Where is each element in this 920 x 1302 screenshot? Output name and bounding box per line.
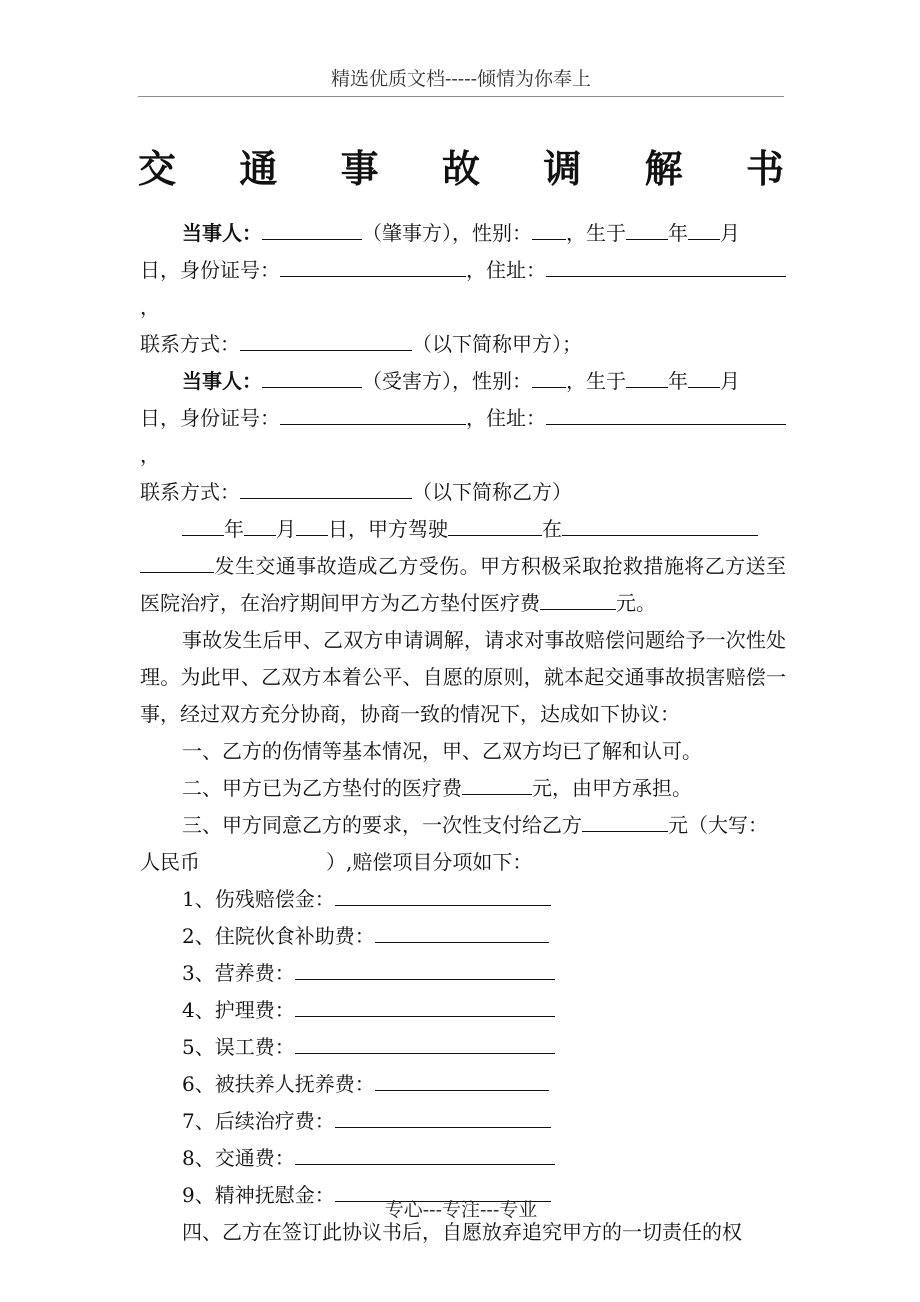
party-a-month-label: 月: [720, 221, 740, 245]
item-amount-blank[interactable]: [335, 1103, 551, 1128]
party-a-year-label: 年: [668, 221, 688, 245]
title-char: 事: [340, 146, 379, 191]
title-char: 调: [543, 146, 582, 191]
party-a-month-blank[interactable]: [688, 215, 720, 240]
party-a-role: （肇事方），性别：: [362, 221, 532, 245]
item-label: 6、被扶养人抚养费：: [182, 1072, 375, 1096]
item-amount-blank[interactable]: [375, 1066, 549, 1091]
party-b-comma: ，: [140, 443, 160, 467]
accident-text: 发生交通事故造成乙方受伤。甲方积极采取抢救措施将乙方送至医院治疗，在治疗期间甲方为乙方垫付医疗费: [140, 554, 786, 615]
party-a-paragraph: [140, 215, 786, 363]
party-a-id-label: 日，身份证号：: [140, 258, 280, 282]
item-amount-blank[interactable]: [335, 881, 551, 906]
party-b-month-blank[interactable]: [688, 363, 720, 388]
party-b-alias: （以下简称乙方）: [412, 480, 572, 504]
document-title: [138, 138, 784, 193]
accident-day-label: 日，甲方驾驶: [328, 517, 448, 541]
accident-location-blank-2[interactable]: [140, 548, 214, 573]
advance-fee-blank[interactable]: [540, 585, 616, 610]
party-a-address-blank[interactable]: [546, 252, 786, 277]
rmb-label: 人民币: [140, 850, 200, 874]
compensation-item: [140, 1140, 786, 1177]
party-b-role: （受害方），性别：: [362, 369, 532, 393]
clause-3: [140, 807, 786, 881]
party-b-address-blank[interactable]: [546, 400, 786, 425]
page-footer: 专心---专注---专业: [384, 1199, 538, 1221]
document-body: [140, 215, 786, 1251]
party-b-id-blank[interactable]: [280, 400, 466, 425]
item-label: 1、伤残赔偿金：: [182, 887, 335, 911]
title-char: 故: [441, 146, 480, 191]
accident-month-label: 月: [276, 517, 296, 541]
party-a-name-blank[interactable]: [262, 215, 362, 240]
party-b-year-label: 年: [668, 369, 688, 393]
party-a-alias: （以下简称甲方）；: [412, 332, 582, 356]
accident-at-label: 在: [542, 517, 562, 541]
accident-paragraph: [140, 511, 786, 622]
clause-4: 四、乙方在签订此协议书后，自愿放弃追究甲方的一切责任的权: [182, 1220, 742, 1244]
clause-3-capital-label: 元（大写：: [668, 813, 768, 837]
party-a-address-label: ，住址：: [466, 258, 546, 282]
title-char: 交: [138, 146, 177, 191]
compensation-item: [140, 1066, 786, 1103]
party-b-contact-blank[interactable]: [240, 474, 412, 499]
party-a-contact-label: 联系方式：: [140, 332, 240, 356]
party-a-id-blank[interactable]: [280, 252, 466, 277]
item-label: 3、营养费：: [182, 961, 295, 985]
item-label: 2、住院伙食补助费：: [182, 924, 375, 948]
accident-day-blank[interactable]: [296, 511, 328, 536]
party-a-gender-blank[interactable]: [532, 215, 566, 240]
compensation-item: [140, 881, 786, 918]
clause-1: 一、乙方的伤情等基本情况，甲、乙双方均已了解和认可。: [182, 739, 702, 763]
party-a-contact-blank[interactable]: [240, 326, 412, 351]
page-header: 精选优质文档-----倾情为你奉上: [330, 68, 592, 90]
accident-year-label: 年: [224, 517, 244, 541]
clause-2-tail: 元，由甲方承担。: [532, 776, 692, 800]
party-a-comma: ，: [140, 295, 160, 319]
mediation-paragraph: 事故发生后甲、乙双方申请调解，请求对事故赔偿问题给予一次性处理。为此甲、乙双方本着公平、自愿的原则，就本起交通事故损害赔偿一事，经过双方充分协商，协商一致的情况下，达成如下协议：: [140, 628, 786, 726]
party-b-name-blank[interactable]: [262, 363, 362, 388]
item-amount-blank[interactable]: [295, 1140, 555, 1165]
accident-year-blank[interactable]: [182, 511, 224, 536]
item-label: 8、交通费：: [182, 1146, 295, 1170]
clause-3-text: 三、甲方同意乙方的要求，一次性支付给乙方: [182, 813, 582, 837]
party-b-contact-label: 联系方式：: [140, 480, 240, 504]
party-a-year-blank[interactable]: [626, 215, 668, 240]
header-divider: [138, 96, 784, 97]
party-a-label: 当事人：: [182, 221, 262, 245]
title-char: 通: [239, 146, 278, 191]
clause-2-text: 二、甲方已为乙方垫付的医疗费: [182, 776, 462, 800]
item-label: 7、后续治疗费：: [182, 1109, 335, 1133]
item-label: 9、精神抚慰金：: [182, 1183, 335, 1207]
accident-month-blank[interactable]: [244, 511, 276, 536]
item-label: 5、误工费：: [182, 1035, 295, 1059]
item-amount-blank[interactable]: [375, 918, 549, 943]
party-b-birth-label: ，生于: [566, 369, 626, 393]
compensation-item: [140, 955, 786, 992]
party-a-birth-label: ，生于: [566, 221, 626, 245]
compensation-item: [140, 1029, 786, 1066]
party-b-paragraph: [140, 363, 786, 511]
item-amount-blank[interactable]: [295, 1029, 555, 1054]
party-b-year-blank[interactable]: [626, 363, 668, 388]
title-char: 解: [644, 146, 683, 191]
clause-2: [140, 770, 786, 807]
clause-3-amount-blank[interactable]: [582, 807, 668, 832]
item-amount-blank[interactable]: [295, 992, 555, 1017]
item-label: 4、护理费：: [182, 998, 295, 1022]
party-b-month-label: 月: [720, 369, 740, 393]
item-amount-blank[interactable]: [295, 955, 555, 980]
compensation-item: [140, 918, 786, 955]
party-b-id-label: 日，身份证号：: [140, 406, 280, 430]
title-char: 书: [745, 146, 784, 191]
compensation-item: [140, 992, 786, 1029]
accident-unit: 元。: [616, 591, 656, 615]
accident-location-blank[interactable]: [562, 511, 758, 536]
compensation-item: [140, 1103, 786, 1140]
party-b-label: 当事人：: [182, 369, 262, 393]
clause-2-amount-blank[interactable]: [462, 770, 532, 795]
party-b-address-label: ，住址：: [466, 406, 546, 430]
party-b-gender-blank[interactable]: [532, 363, 566, 388]
clause-3-tail: ）,赔偿项目分项如下：: [326, 850, 533, 874]
accident-vehicle-blank[interactable]: [448, 511, 542, 536]
